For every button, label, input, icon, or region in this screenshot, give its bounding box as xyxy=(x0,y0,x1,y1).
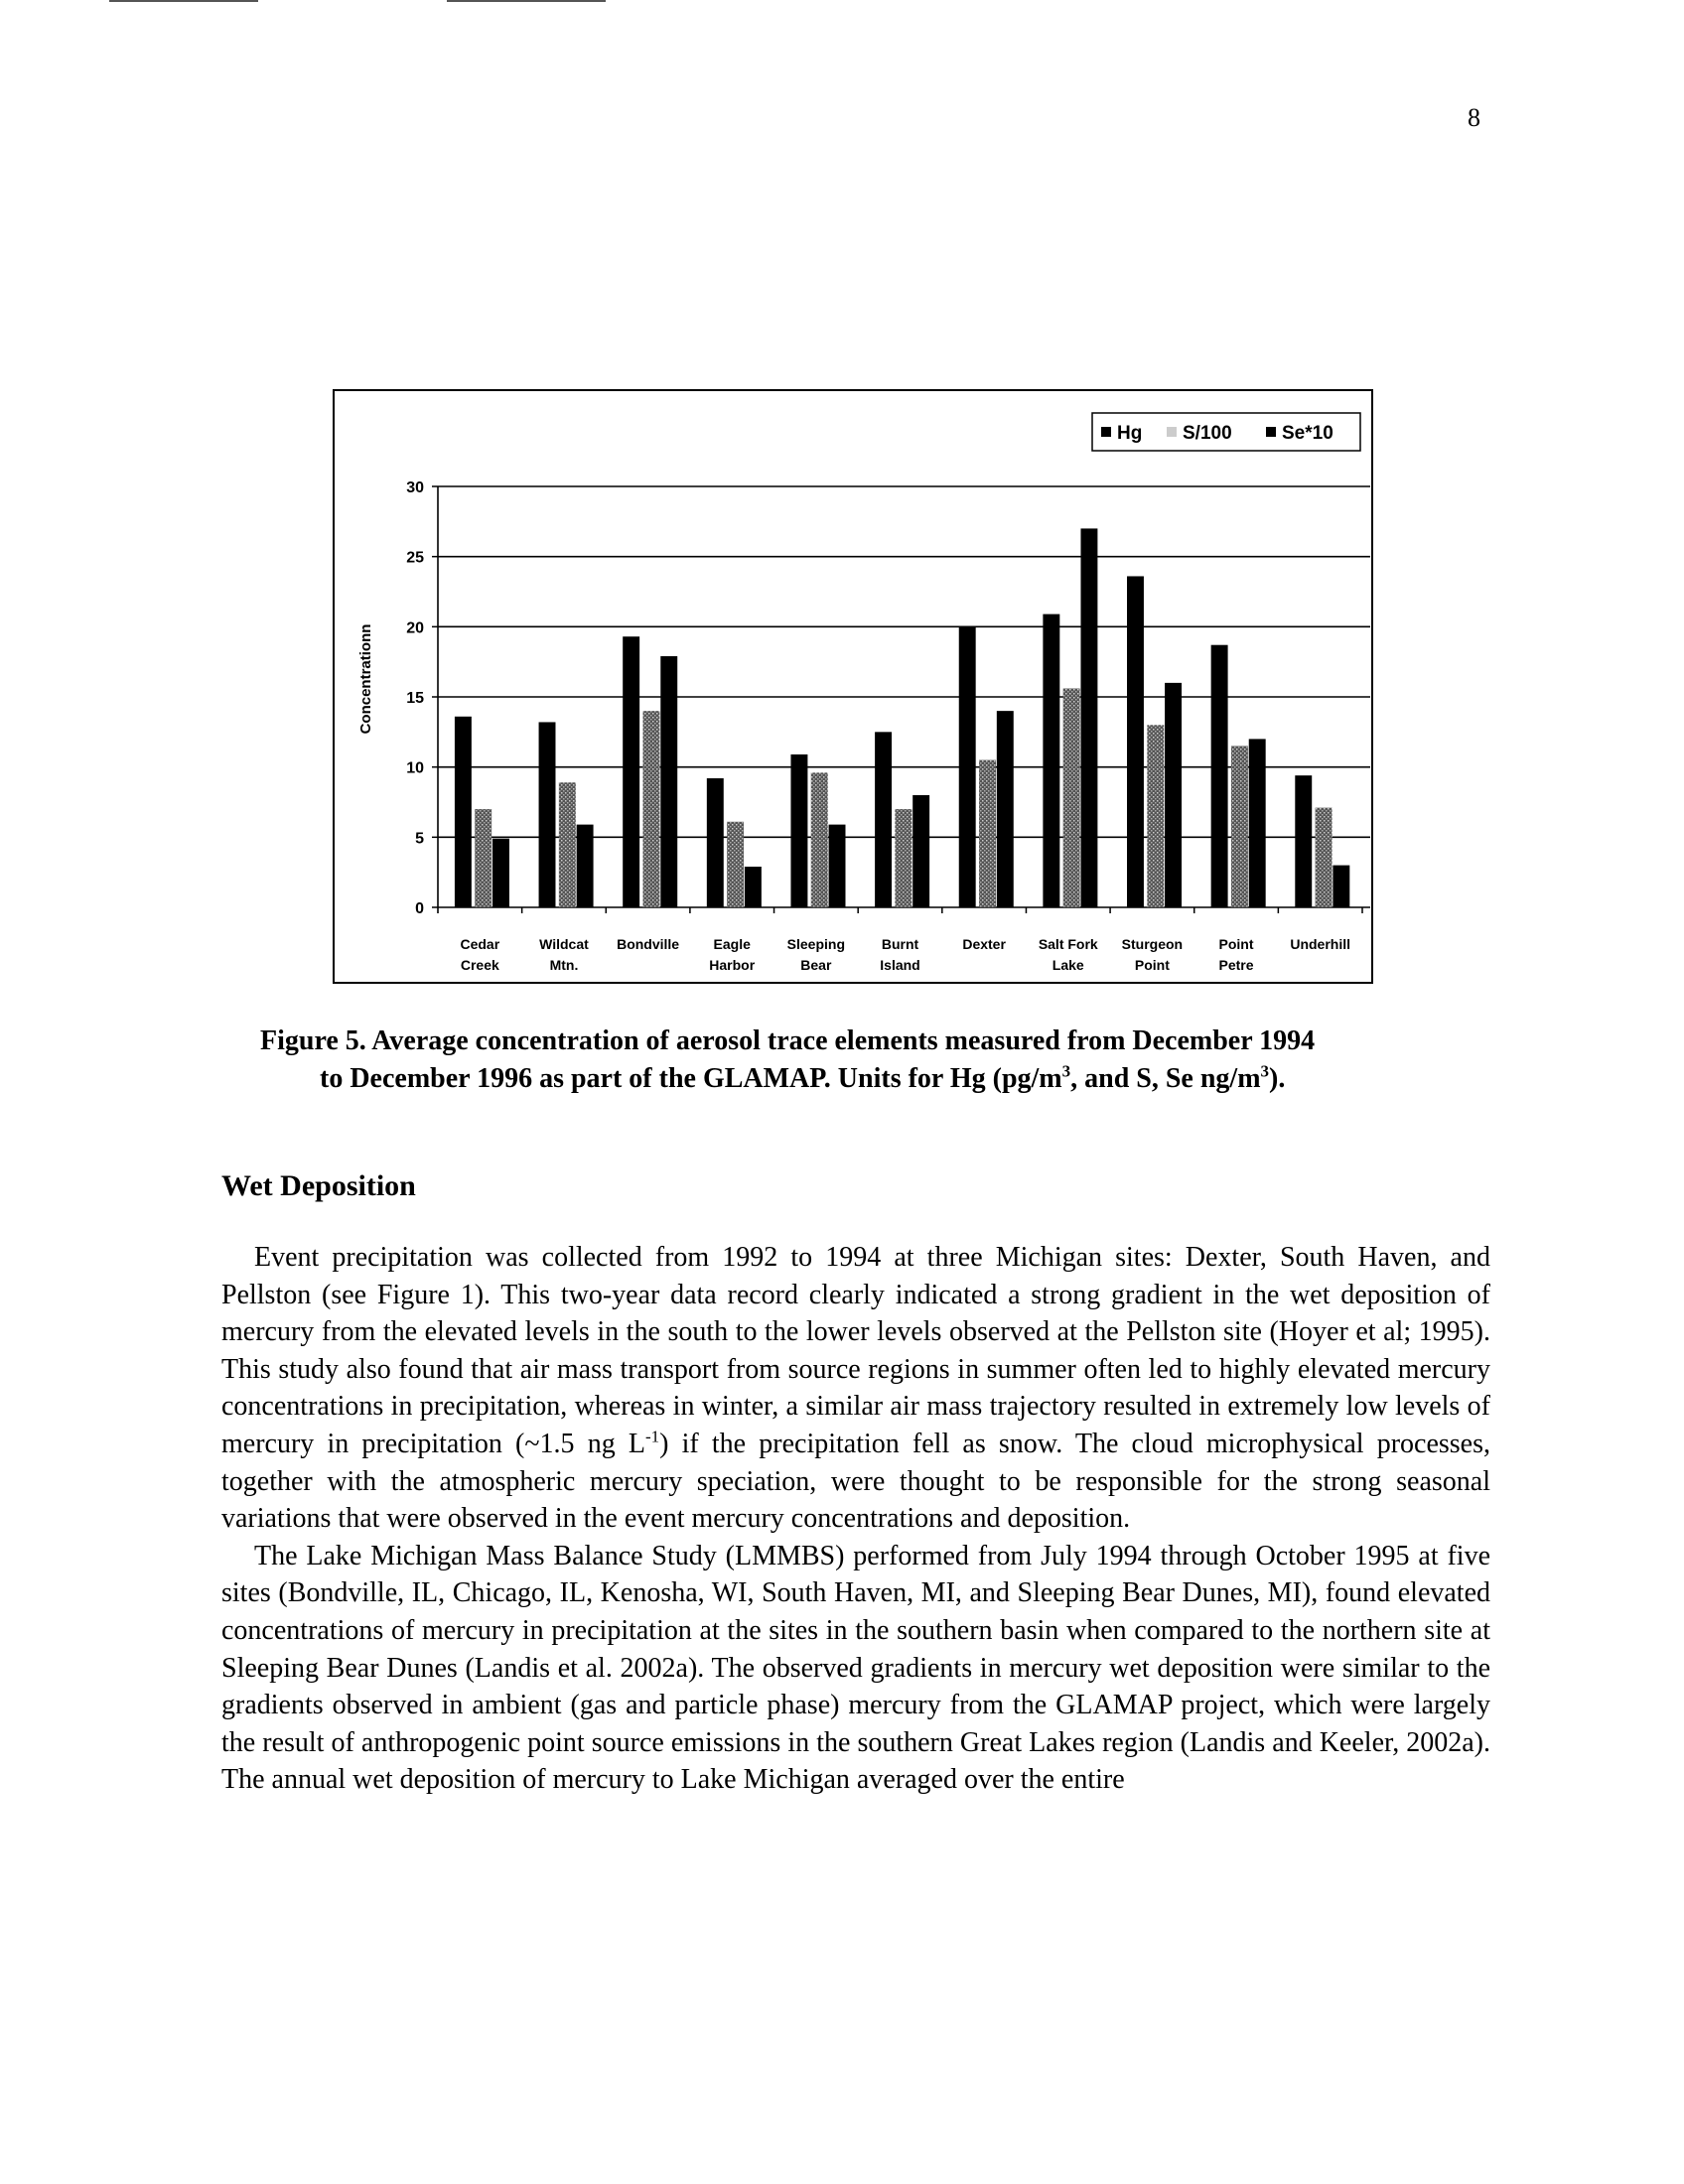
x-tick-label: Sturgeon xyxy=(1121,936,1184,952)
bar-se-10 xyxy=(492,839,509,907)
legend-swatch xyxy=(1266,427,1276,437)
bar-s-100 xyxy=(475,809,491,907)
bar-s-100 xyxy=(1316,808,1333,907)
bar-se-10 xyxy=(912,795,929,907)
scan-artifact-line xyxy=(447,0,606,2)
bar-s-100 xyxy=(811,772,828,907)
page-number: 8 xyxy=(1468,103,1480,132)
paragraph: The Lake Michigan Mass Balance Study (LMMBS) performed from July 1994 through October 1995 at five sites (Bondville, IL, Chicago, IL, Kenosha, WI, South Haven, MI, and Sleeping Bear Dunes, MI), found elevated concentrations of mercury in precipitation at the sites in the southern basin when compared to the northern site at Sleeping Bear Dunes (Landis et al. 2002a). The observed gradients in mercury wet deposition were similar to the gradients observed in ambient (gas and particle phase) mercury from the GLAMAP project, which were largely the result of anthropogenic point source emissions in the southern Great Lakes region (Landis and Keeler, 2002a). The annual wet deposition of mercury to Lake Michigan averaged over the entire xyxy=(221,1540,1490,1796)
legend-swatch xyxy=(1101,427,1111,437)
bar-se-10 xyxy=(829,825,846,907)
superscript: -1 xyxy=(644,1427,660,1446)
y-tick-label: 20 xyxy=(406,619,424,637)
x-tick-label: Cedar xyxy=(460,936,500,952)
y-tick-label: 5 xyxy=(415,830,424,848)
bar-se-10 xyxy=(1333,866,1349,907)
superscript: 3 xyxy=(1061,1061,1071,1081)
paragraph-text: Event precipitation was collected from 1992 to 1994 at three Michigan sites: Dexter, South Haven, and Pellston (see Figure 1). This two-year data record clearly indicated a strong gradient in the wet deposition of mercury from the elevated levels in the south to the lower levels observed at the Pellston site (Hoyer et al; 1995). This study also found that air mass transport from source regions in summer often led to highly elevated mercury concentrations in precipitation, whereas in winter, a similar air mass trajectory resulted in extremely low levels of mercury in precipitation (~1.5 ng L xyxy=(221,1242,1490,1459)
x-tick-label: Harbor xyxy=(709,957,756,973)
y-axis-label: Concentrationn xyxy=(357,623,374,735)
bar-hg xyxy=(1295,775,1312,907)
bar-se-10 xyxy=(1080,528,1097,907)
caption-text: , and S, Se ng/m xyxy=(1070,1063,1261,1094)
caption-text: to December 1996 as part of the GLAMAP. Units for Hg (pg/m xyxy=(320,1063,1062,1094)
y-tick-label: 0 xyxy=(415,900,424,917)
bar-se-10 xyxy=(1165,683,1182,907)
bar-s-100 xyxy=(895,809,912,907)
paragraph-text: ) if the precipitation fell as snow. The cloud microphysical processes, together with the atmospheric mercury speciation, were thought to be responsible for the strong seasonal variations that were observed in the event mercury concentrations and deposition. xyxy=(221,1428,1490,1535)
bar-hg xyxy=(539,722,556,907)
scan-artifact-line xyxy=(109,0,258,2)
bar-s-100 xyxy=(643,711,660,907)
x-tick-label: Salt Fork xyxy=(1038,936,1098,952)
legend-swatch xyxy=(1167,427,1177,437)
bar-se-10 xyxy=(745,867,762,907)
bar-s-100 xyxy=(1231,746,1248,907)
bar-s-100 xyxy=(979,760,996,907)
y-tick-label: 15 xyxy=(406,690,424,707)
x-tick-label: Point xyxy=(1134,957,1170,973)
bar-s-100 xyxy=(559,782,576,907)
x-tick-label: Bondville xyxy=(617,936,680,952)
bar-hg xyxy=(875,732,892,907)
x-tick-label: Creek xyxy=(460,957,499,973)
legend-label: S/100 xyxy=(1183,423,1232,444)
x-tick-label: Point xyxy=(1218,936,1254,952)
bar-hg xyxy=(790,754,807,907)
y-tick-label: 30 xyxy=(406,479,424,496)
chart-canvas xyxy=(335,391,1373,984)
x-tick-label: Underhill xyxy=(1290,936,1351,952)
paragraph xyxy=(221,1239,1490,1538)
bar-hg xyxy=(1127,576,1144,907)
caption-line-1: Figure 5. Average concentration of aerosol trace elements measured from December 1994 xyxy=(260,1025,1316,1056)
caption-text: ). xyxy=(1269,1063,1286,1094)
bar-hg xyxy=(623,636,639,907)
bar-s-100 xyxy=(1063,689,1080,907)
figure-caption xyxy=(260,1023,1491,1098)
legend-label: Se*10 xyxy=(1282,423,1333,444)
caption-line-2 xyxy=(260,1060,1491,1098)
bar-hg xyxy=(707,778,724,907)
superscript: 3 xyxy=(1260,1061,1270,1081)
y-tick-label: 25 xyxy=(406,549,424,567)
x-tick-label: Sleeping xyxy=(786,936,846,952)
body-text xyxy=(221,1239,1490,1799)
bar-s-100 xyxy=(1147,725,1164,907)
legend-label: Hg xyxy=(1117,423,1143,444)
bar-se-10 xyxy=(577,825,594,907)
bar-chart xyxy=(333,389,1373,984)
bar-se-10 xyxy=(1249,739,1266,907)
bar-s-100 xyxy=(727,822,744,907)
x-tick-label: Mtn. xyxy=(549,957,579,973)
bar-hg xyxy=(1211,645,1228,907)
y-tick-label: 10 xyxy=(406,759,424,777)
bar-se-10 xyxy=(997,711,1014,907)
bar-hg xyxy=(1043,614,1059,907)
x-tick-label: Bear xyxy=(800,957,832,973)
x-tick-label: Petre xyxy=(1218,957,1254,973)
bar-hg xyxy=(959,626,976,907)
bar-hg xyxy=(455,717,472,907)
x-tick-label: Island xyxy=(880,957,920,973)
x-tick-label: Burnt xyxy=(881,936,919,952)
section-heading: Wet Deposition xyxy=(221,1169,416,1202)
x-tick-label: Eagle xyxy=(713,936,751,952)
x-tick-label: Wildcat xyxy=(539,936,589,952)
bar-se-10 xyxy=(660,656,677,907)
x-tick-label: Lake xyxy=(1052,957,1084,973)
x-tick-label: Dexter xyxy=(962,936,1006,952)
